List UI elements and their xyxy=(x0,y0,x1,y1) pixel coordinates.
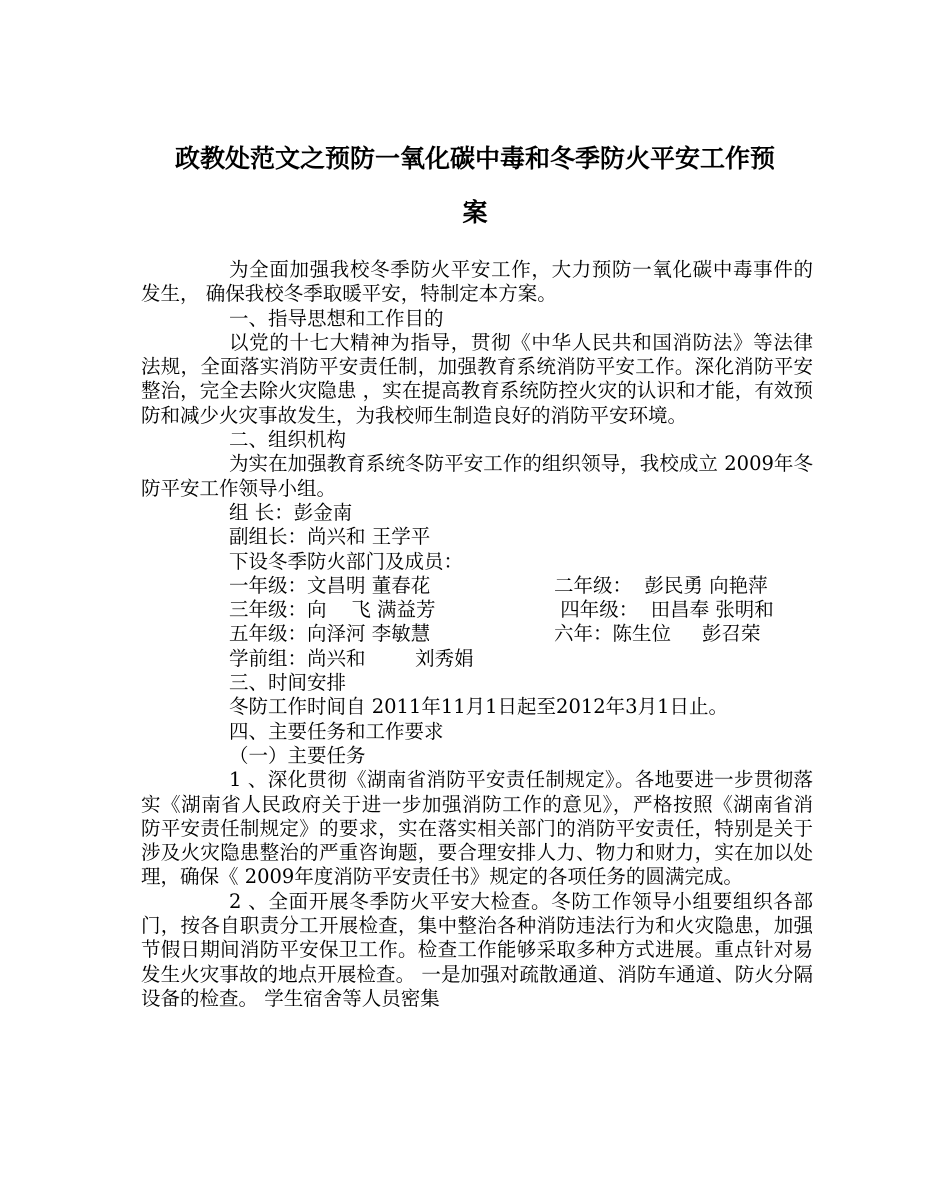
section-heading-3: 三、时间安排 xyxy=(229,671,347,695)
intro-paragraph: 为全面加强我校冬季防火平安工作，大力预防一氧化碳中毒事件的发生， 确保我校冬季取暖平安，特制定本方案。 xyxy=(141,258,813,306)
group-deputy: 副组长：尚兴和 王学平 xyxy=(229,525,431,549)
group-leader: 组 长：彭金南 xyxy=(229,500,353,524)
grade-right: 四年级： 田昌奉 张明和 xyxy=(554,598,774,622)
subsection-heading: （一）主要任务 xyxy=(229,743,366,767)
grade-right: 六年：陈生位 彭召荣 xyxy=(554,622,761,646)
section-3-paragraph: 冬防工作时间自 2011年11月1日起至2012年3月1日止。 xyxy=(229,695,728,719)
grade-left: 三年级：向 飞 满益芳 xyxy=(229,598,436,622)
title-line-2: 案 xyxy=(462,198,488,227)
task-item-1: 1 、深化贯彻《湖南省消防平安责任制规定》。各地要进一步贯彻落实《湖南省人民政府关于进一步加强消防工作的意见》，严格按照《湖南省消防平安责任制规定》的要求，实在落实相关部门的消防平安责任，特别是关于涉及火灾隐患整治的严重咨询题，要合理安排人力、物力和财力，实在加以处理，确保《 2009年度消防平安责任书》规定的各项任务的圆满完成。 xyxy=(141,768,813,889)
grade-right: 二年级： 彭民勇 向艳萍 xyxy=(554,573,768,597)
section-heading-2: 二、组织机构 xyxy=(229,428,347,452)
document-body xyxy=(141,258,813,1011)
grade-row xyxy=(141,622,813,646)
members-intro: 下设冬季防火部门及成员： xyxy=(229,549,464,573)
preschool-group: 学前组：尚兴和 刘秀娟 xyxy=(229,646,474,670)
section-heading-1: 一、指导思想和工作目的 xyxy=(229,306,444,330)
title-line-1: 政教处范文之预防一氧化碳中毒和冬季防火平安工作预 xyxy=(174,144,775,173)
section-2-paragraph: 为实在加强教育系统冬防平安工作的组织领导，我校成立 2009年冬防平安工作领导小组。 xyxy=(141,452,813,500)
section-1-paragraph: 以党的十七大精神为指导，贯彻《中华人民共和国消防法》等法律法规，全面落实消防平安责任制，加强教育系统消防平安工作。深化消防平安整治，完全去除火灾隐患 ，实在提高教育系统防控火灾的认识和才能，有效预防和减少火灾事故发生，为我校师生制造良好的消防平安环境。 xyxy=(141,330,813,427)
document-title xyxy=(130,132,820,240)
grade-row xyxy=(141,574,813,598)
task-item-2: 2 、全面开展冬季防火平安大检查。冬防工作领导小组要组织各部门，按各自职责分工开展检查，集中整治各种消防违法行为和火灾隐患，加强节假日期间消防平安保卫工作。检查工作能够采取多种方式进展。重点针对易发生火灾事故的地点开展检查。 一是加强对疏散通道、消防车通道、防火分隔设备的检查。 学生宿舍等人员密集 xyxy=(141,889,813,1010)
grade-left: 一年级：文昌明 董春花 xyxy=(229,573,431,597)
grade-row xyxy=(141,598,813,622)
grade-left: 五年级：向泽河 李敏慧 xyxy=(229,622,431,646)
section-heading-4: 四、主要任务和工作要求 xyxy=(229,719,444,743)
